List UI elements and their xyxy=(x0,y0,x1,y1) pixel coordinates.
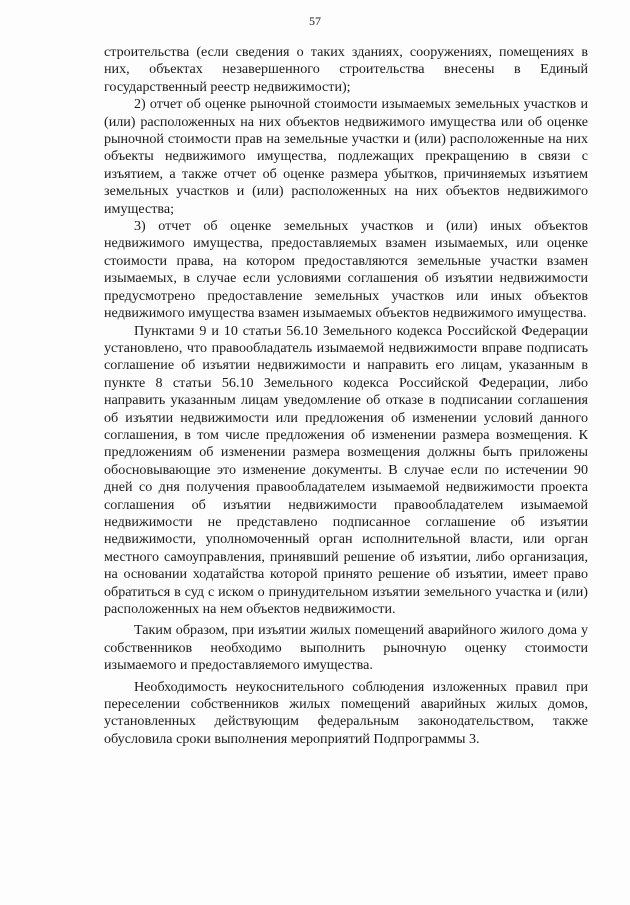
page-number: 57 xyxy=(309,14,321,28)
paragraph-item-2: 2) отчет об оценке рыночной стоимости изымаемых земельных участков и (или) расположенных на них объектов недвижимого имущества или об оценке рыночной стоимости прав на земельные участки и (или) расположенные на них объекты недвижимого имущества, подлежащих прекращению в связи с изъятием, а также отчет об оценке размера убытков, причиняемых изъятием земельных участков и (или) расположенных на них объектов недвижимого имущества; xyxy=(104,96,588,217)
paragraph-conclusion: Таким образом, при изъятии жилых помещений аварийного жилого дома у собственников необходимо выполнить рыночную оценку стоимости изымаемого и предоставляемого имущества. xyxy=(104,622,588,674)
paragraph-land-code: Пунктами 9 и 10 статьи 56.10 Земельного кодекса Российской Федерации установлено, что правообладатель изымаемой недвижимости вправе подписать соглашение об изъятии недвижимости и направить его лицам, указанным в пункте 8 статьи 56.10 Земельного кодекса Российской Федерации, либо направить указанным лицам уведомление об отказе в подписании соглашения об изъятии недвижимости или предложения об изменении условий данного соглашения, в том числе предложения об изменении размера возмещения. К предложениям об изменении размера возмещения должны быть приложены обосновывающие это изменение документы. В случае если по истечении 90 дней со дня получения правообладателем изымаемой недвижимости проекта соглашения об изъятии недвижимости правообладателем изымаемой недвижимости не представлено подписанное соглашение об изъятии недвижимости, уполномоченный орган исполнительной власти, или орган местного самоуправления, принявший решение об изъятии, либо организация, на основании ходатайства которой принято решение об изъятии, имеет право обратиться в суд с иском о принудительном изъятии земельного участка и (или) расположенных на нем объектов недвижимости. xyxy=(104,322,588,617)
paragraph-continuation: строительства (если сведения о таких зданиях, сооружениях, помещениях в них, объектах незавершенного строительства внесены в Единый государственный реестр недвижимости); xyxy=(104,44,588,95)
paragraph-item-3: 3) отчет об оценке земельных участков и (или) иных объектов недвижимого имущества, предоставляемых взамен изымаемых, или оценке стоимости права, на котором предоставляются земельные участки взамен изымаемых, в случае если условиями соглашения об изъятии недвижимости предусмотрено предоставление земельных участков или иных объектов недвижимого имущества взамен изымаемых объектов недвижимого имущества. xyxy=(104,218,588,322)
paragraph-necessity: Необходимость неукоснительного соблюдения изложенных правил при переселении собственников жилых помещений аварийных жилых домов, установленных действующим федеральным законодательством, также обусловила сроки выполнения мероприятий Подпрограммы 3. xyxy=(104,678,588,747)
body-text xyxy=(104,44,588,748)
